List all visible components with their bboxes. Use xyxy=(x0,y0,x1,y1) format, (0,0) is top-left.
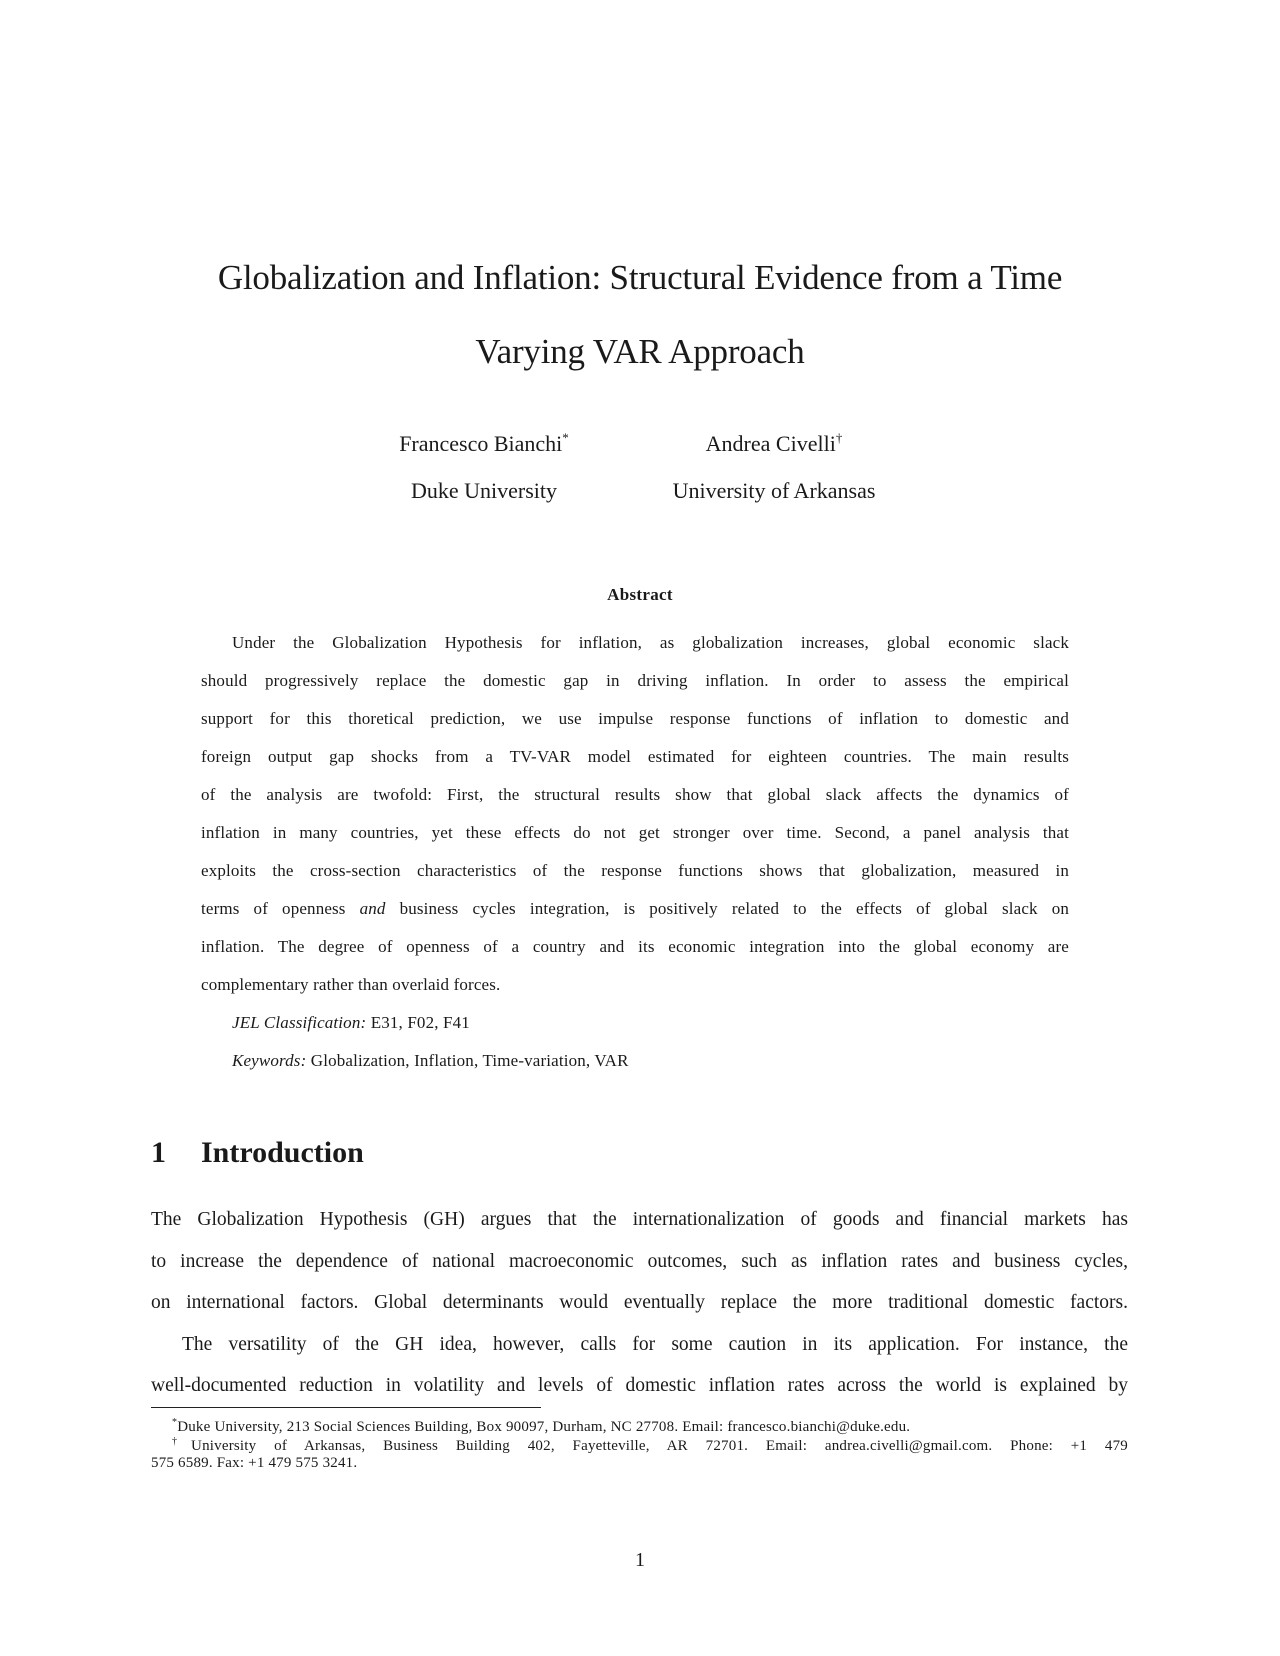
abstract-emphasis: and xyxy=(359,899,386,918)
body-line: on international factors. Global determinants would eventually replace the more traditional domestic factors. xyxy=(151,1292,1128,1313)
abstract-text: terms of openness xyxy=(201,899,360,918)
page-number: 1 xyxy=(635,1549,645,1571)
abstract-line: inflation in many countries, yet these effects do not get stronger over time. Second, a panel analysis that xyxy=(201,823,1069,842)
paper-title-line-1: Globalization and Inflation: Structural Evidence from a Time xyxy=(217,258,1063,297)
abstract-line xyxy=(201,900,1069,917)
section-heading xyxy=(151,1138,364,1168)
author-name-2 xyxy=(614,431,934,455)
keywords xyxy=(232,1052,629,1069)
footnote-mark: † xyxy=(172,1436,192,1447)
paper-title-line-2: Varying VAR Approach xyxy=(475,332,805,371)
keywords-label: Keywords: xyxy=(232,1051,307,1070)
author-name-1 xyxy=(324,431,644,455)
abstract-line: complementary rather than overlaid forces. xyxy=(201,975,501,994)
abstract-line: should progressively replace the domestic gap in driving inflation. In order to assess the empirical xyxy=(201,671,1069,690)
footnote-2-continued: 575 6589. Fax: +1 479 575 3241. xyxy=(151,1455,358,1471)
abstract-text: business cycles integration, is positively related to the effects of global slack on xyxy=(385,899,1069,918)
section-title: Introduction xyxy=(201,1136,364,1169)
body-line: The versatility of the GH idea, however, calls for some caution in its application. For instance, the xyxy=(182,1334,1128,1355)
footnote-1 xyxy=(172,1418,910,1435)
footnote-rule xyxy=(151,1407,541,1408)
abstract-line: foreign output gap shocks from a TV-VAR model estimated for eighteen countries. The main results xyxy=(201,747,1069,766)
jel-label: JEL Classification: xyxy=(232,1013,367,1032)
footnote-mark: † xyxy=(835,430,843,445)
jel-value: E31, F02, F41 xyxy=(366,1013,470,1032)
abstract-line: support for this thoretical prediction, we use impulse response functions of inflation to domestic and xyxy=(201,709,1069,728)
footnote-text: Duke University, 213 Social Sciences Building, Box 90097, Durham, NC 27708. Email: francesco.bianchi@duke.edu. xyxy=(177,1419,911,1435)
body-line: The Globalization Hypothesis (GH) argues that the internationalization of goods and financial markets has xyxy=(151,1209,1128,1230)
footnote-text: University of Arkansas, Business Building 402, Fayetteville, AR 72701. Email: andrea.civelli@gmail.com. Phone: +1 479 xyxy=(191,1438,1129,1454)
abstract-line: exploits the cross-section characteristics of the response functions shows that globalization, measured in xyxy=(201,861,1069,880)
abstract-line: inflation. The degree of openness of a country and its economic integration into the global economy are xyxy=(201,937,1069,956)
footnote-mark: * xyxy=(562,430,569,445)
keywords-value: Globalization, Inflation, Time-variation, VAR xyxy=(306,1051,629,1070)
author-name-text: Francesco Bianchi xyxy=(399,431,563,456)
footnote-mark: * xyxy=(172,1417,178,1428)
section-number: 1 xyxy=(151,1136,166,1169)
jel-classification xyxy=(232,1014,470,1031)
author-affiliation-1: Duke University xyxy=(410,478,558,503)
abstract-line: of the analysis are twofold: First, the structural results show that global slack affects the dynamics of xyxy=(201,785,1069,804)
abstract-heading: Abstract xyxy=(607,585,673,604)
abstract-line: Under the Globalization Hypothesis for inflation, as globalization increases, global economic slack xyxy=(232,633,1069,652)
body-line: well-documented reduction in volatility and levels of domestic inflation rates across the world is explained by xyxy=(151,1375,1128,1396)
author-affiliation-2: University of Arkansas xyxy=(672,478,876,503)
footnote-2 xyxy=(172,1437,1128,1454)
body-line: to increase the dependence of national macroeconomic outcomes, such as inflation rates and business cycles, xyxy=(151,1251,1128,1272)
author-name-text: Andrea Civelli xyxy=(705,431,836,456)
